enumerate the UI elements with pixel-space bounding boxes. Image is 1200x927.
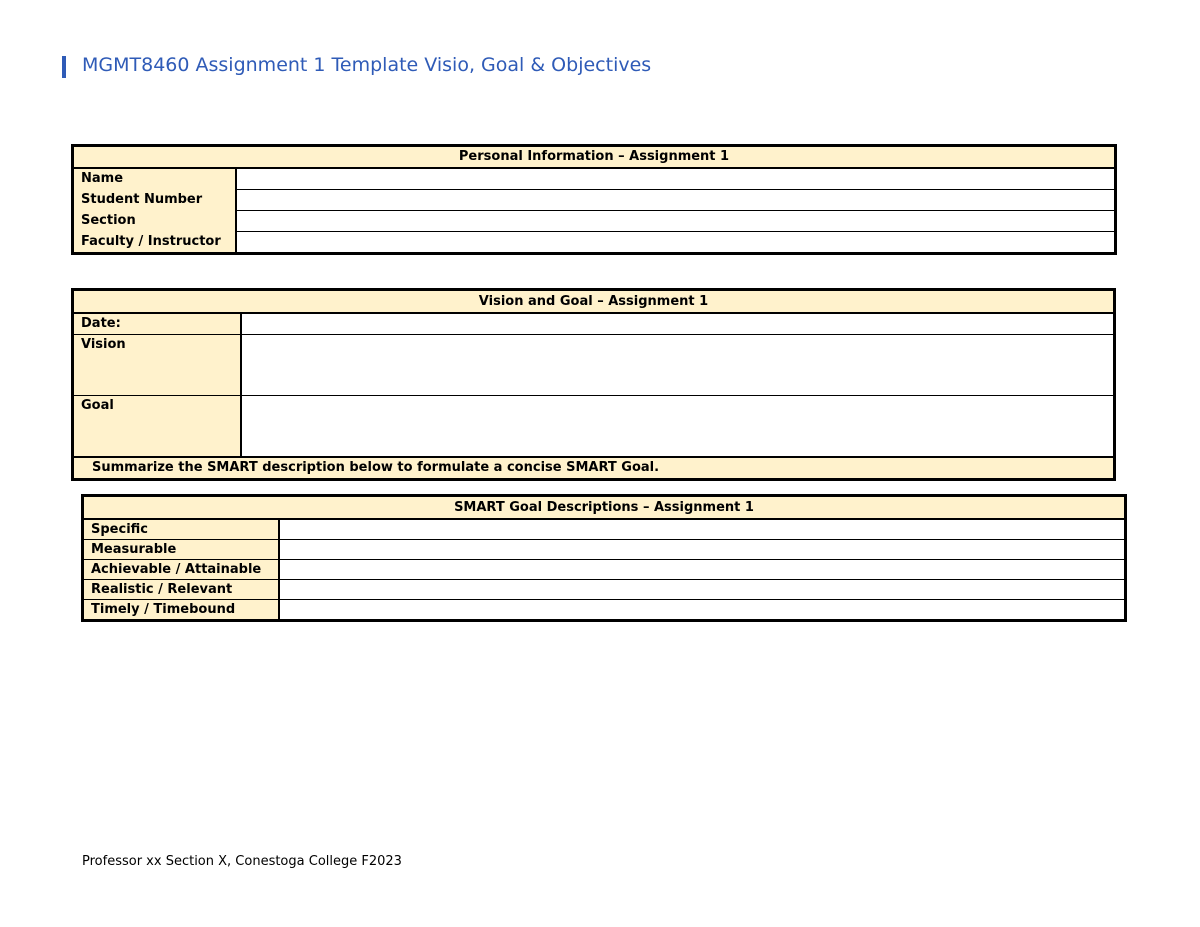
realistic-label: Realistic / Relevant <box>83 580 279 600</box>
name-label: Name <box>73 168 236 190</box>
measurable-label: Measurable <box>83 540 279 560</box>
personal-info-header: Personal Information – Assignment 1 <box>73 146 1116 169</box>
name-field[interactable] <box>236 168 1116 190</box>
timely-label: Timely / Timebound <box>83 600 279 621</box>
faculty-instructor-field[interactable] <box>236 232 1116 254</box>
faculty-instructor-label: Faculty / Instructor <box>73 232 236 254</box>
vision-goal-header: Vision and Goal – Assignment 1 <box>73 290 1115 314</box>
goal-field[interactable] <box>241 396 1115 458</box>
timely-field[interactable] <box>279 600 1126 621</box>
date-label: Date: <box>73 313 241 335</box>
date-field[interactable] <box>241 313 1115 335</box>
personal-info-table <box>71 144 1117 255</box>
student-number-field[interactable] <box>236 190 1116 211</box>
section-field[interactable] <box>236 211 1116 232</box>
smart-goal-table <box>81 494 1127 622</box>
vision-field[interactable] <box>241 335 1115 396</box>
measurable-field[interactable] <box>279 540 1126 560</box>
page-footer: Professor xx Section X, Conestoga College F2023 <box>82 854 402 869</box>
smart-summary-note: Summarize the SMART description below to formulate a concise SMART Goal. <box>73 457 1115 480</box>
vision-goal-table <box>71 288 1116 481</box>
student-number-label: Student Number <box>73 190 236 211</box>
vision-label: Vision <box>73 335 241 396</box>
specific-label: Specific <box>83 519 279 540</box>
achievable-field[interactable] <box>279 560 1126 580</box>
title-accent-bar <box>62 56 66 78</box>
achievable-label: Achievable / Attainable <box>83 560 279 580</box>
document-title: MGMT8460 Assignment 1 Template Visio, Goal & Objectives <box>82 54 652 76</box>
realistic-field[interactable] <box>279 580 1126 600</box>
smart-header: SMART Goal Descriptions – Assignment 1 <box>83 496 1126 520</box>
goal-label: Goal <box>73 396 241 458</box>
specific-field[interactable] <box>279 519 1126 540</box>
section-label: Section <box>73 211 236 232</box>
